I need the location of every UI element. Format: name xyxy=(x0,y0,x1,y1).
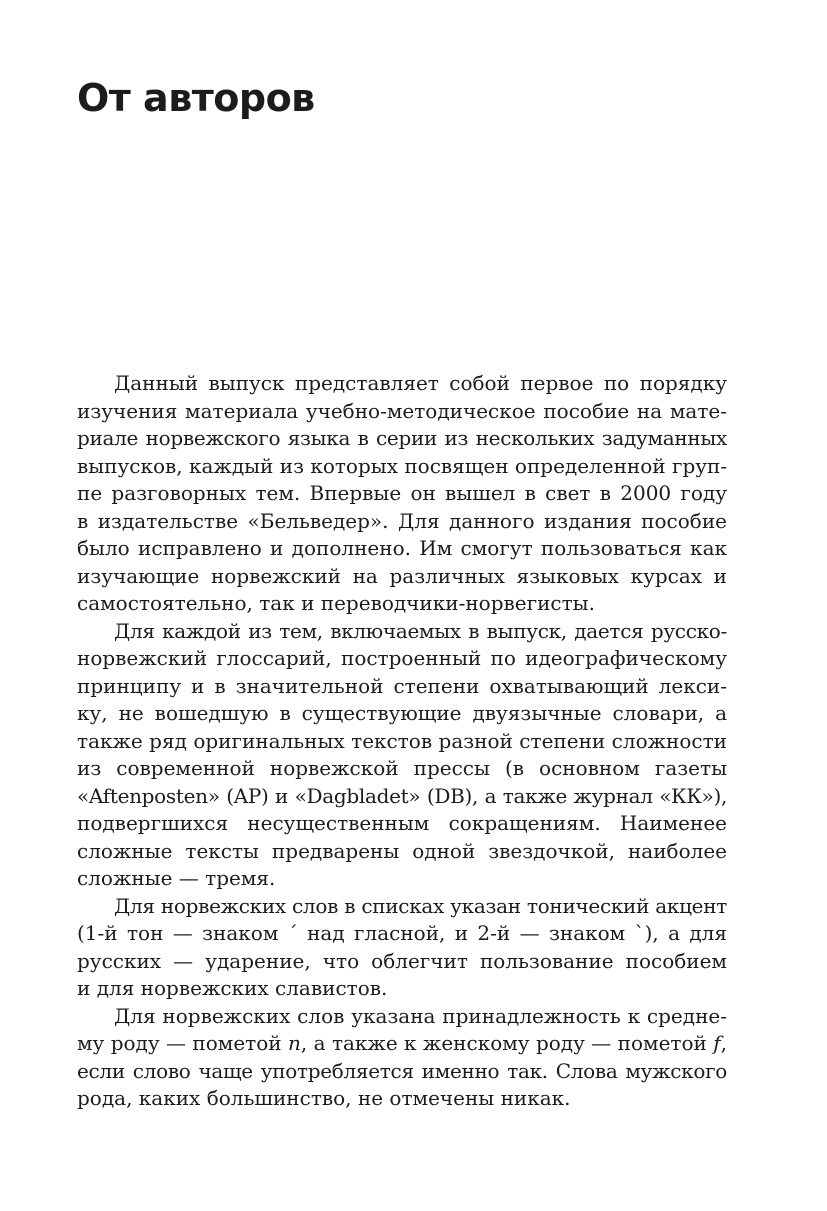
text-line: норвежский глоссарий, построенный по идеографическому xyxy=(77,646,727,670)
text-line: также ряд оригинальных текстов разной степени сложности xyxy=(77,728,727,753)
text-line: подвергшихся несущественным сокращениям. Наименее xyxy=(77,811,727,835)
text-line: (1-й тон — знаком ´ над гласной, и 2-й — знаком `), а для xyxy=(77,921,727,945)
text-line: риале норвежского языка в серии из нескольких задуманных xyxy=(77,426,727,450)
text-line: Для каждой из тем, включаемых в выпуск, дается русско- xyxy=(114,618,727,643)
text-line: если слово чаще употребляется именно так. Слова мужского xyxy=(77,1058,727,1083)
text-line: выпусков, каждый из которых посвящен определенной груп- xyxy=(77,453,728,478)
text-line: ку, не вошедшую в существующие двуязычные словари, а xyxy=(77,701,727,725)
paragraph-3 xyxy=(77,893,727,1003)
text-line: и для норвежских славистов. xyxy=(77,976,388,1000)
text-line: рода, каких большинство, не отмечены никак. xyxy=(77,1086,571,1110)
text-line: Данный выпуск представляет собой первое по порядку xyxy=(114,371,727,395)
text-line: сложные тексты предварены одной звездочкой, наиболее xyxy=(77,838,727,863)
neuter-mark: n xyxy=(288,1031,301,1055)
text-line: в издательстве «Бельведер». Для данного издания пособие xyxy=(77,508,727,533)
text-line: «Aftenposten» (AP) и «Dagbladet» (DB), а также журнал «КК»), xyxy=(77,783,727,808)
body-text xyxy=(77,370,727,1113)
page-title: От авторов xyxy=(77,76,315,120)
text-line: Для норвежских слов в списках указан тонический акцент xyxy=(114,893,727,918)
text-line: принципу и в значительной степени охватывающий лекси- xyxy=(77,673,727,698)
feminine-mark: f xyxy=(713,1031,721,1055)
text-line: Для норвежских слов указана принадлежность к средне- xyxy=(114,1003,727,1028)
text-line xyxy=(77,1030,727,1058)
text-line: из современной норвежской прессы (в основном газеты xyxy=(77,756,727,780)
text-line: самостоятельно, так и переводчики-норвегисты. xyxy=(77,591,595,615)
text-line: пе разговорных тем. Впервые он вышел в свет в 2000 году xyxy=(77,481,727,505)
text-segment: му роду — пометой xyxy=(77,1031,288,1055)
text-line: сложные — тремя. xyxy=(77,866,276,890)
text-line: русских — ударение, что облегчит пользование пособием xyxy=(77,948,727,973)
text-segment: , xyxy=(720,1031,727,1055)
paragraph-2 xyxy=(77,618,727,893)
text-line: изучающие норвежский на различных языковых курсах и xyxy=(77,563,727,588)
paragraph-4 xyxy=(77,1003,727,1113)
text-line: изучения материала учебно-методическое пособие на мате- xyxy=(77,398,727,423)
text-segment: , а также к женскому роду — пометой xyxy=(300,1031,714,1055)
text-line: было исправлено и дополнено. Им смогут пользоваться как xyxy=(77,536,727,560)
paragraph-1 xyxy=(77,370,727,618)
